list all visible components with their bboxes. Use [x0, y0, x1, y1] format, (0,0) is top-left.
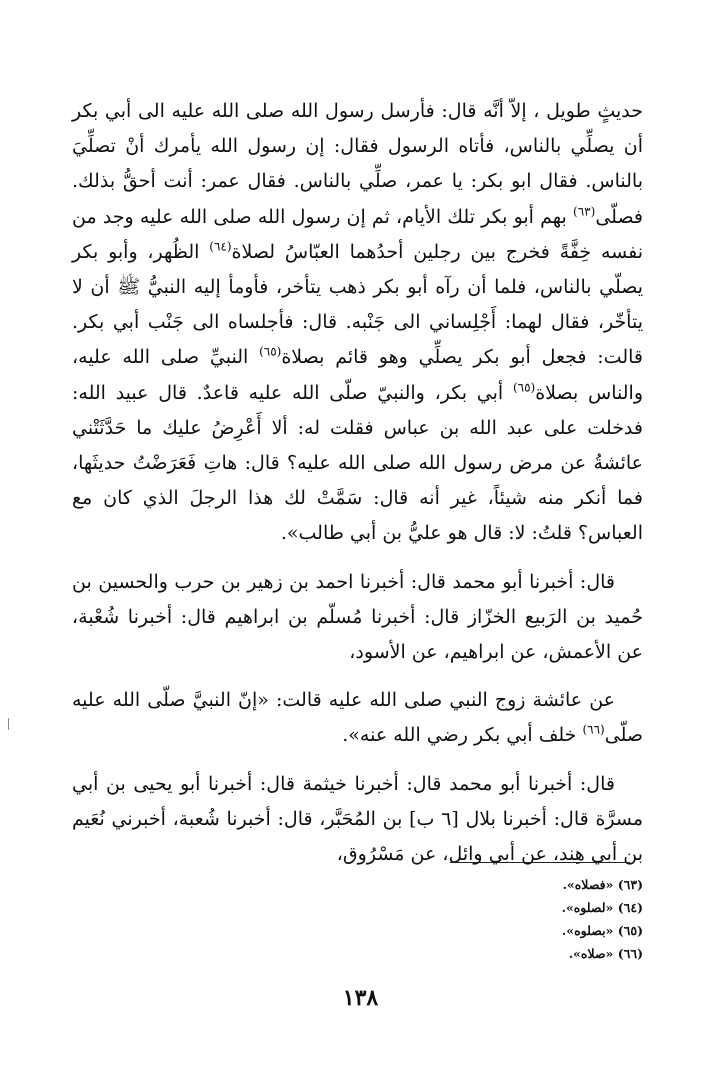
paragraph-1-text-2: بهم أبو بكر تلك الأيام، ثم إن رسول الله صلى الله عليه وجد من نفسه خِفَّةً فخرج بين رجلين أحدُهما العبّاسُ لصلاة	[72, 205, 644, 263]
footnotes	[343, 873, 643, 965]
paragraph-1	[72, 94, 643, 552]
paragraph-3-text-1: عن عائشة زوج النبي صلى الله عليه قالت: «إنّ النبيَّ صلّى الله عليه صلّى	[72, 689, 643, 747]
footnote-64: (٦٤) «لصلوه».	[561, 900, 643, 915]
footnote-66: (٦٦) «صلاه».	[568, 946, 643, 961]
footnote-65: (٦٥) «بصلوه».	[561, 923, 643, 938]
footnote-ref-65a: (٦٥)	[259, 345, 282, 360]
paragraph-1-text-4: النبيِّ صلى الله عليه، والناس بصلاة	[72, 346, 643, 404]
paragraph-2	[72, 565, 643, 671]
paragraph-1-text-1: حديثٍ طويل ، إلاّ أنَّه قال: فأرسل رسول الله صلى الله عليه الى أبي بكر أن يصلِّي بالناس، فأتاه الرسول فقال: إن رسول الله يأمرك أنْ تصلِّيَ بالناس. فقال ابو بكر: يا عمر، صلِّي بالناس. فقال عمر: أنت أحقُّ بذلك. فصلّى	[72, 100, 643, 228]
paragraph-1-text-5: أبي بكر، والنبيّ صلّى الله عليه قاعدٌ. قال عبيد الله: فدخلت على عبد الله بن عباس فقلت له: ألا أَعْرِضُ عليك ما حَدَّثَتْني عائشةُ عن مرض رسول الله صلى الله عليه؟ قال: هاتِ فَعَرَضْتُ حديثَها، فما أنكر منه شيئاً، غير أنه قال: سَمَّتْ لك هذا الرجلَ الذي كان مع العباس؟ قلتُ: لا: قال هو عليُّ بن أبي طالب».	[72, 381, 643, 545]
page-number: ١٣٨	[342, 985, 379, 1011]
footnote-ref-63: (٦٣)	[573, 204, 596, 219]
paragraph-3	[72, 683, 643, 753]
footnote-ref-64: (٦٤)	[209, 239, 232, 254]
paragraph-4-text-1: قال: أخبرنا أبو محمد قال: أخبرنا خيثمة قال: أخبرنا أبو يحيى بن أبي مسرَّة قال: أخبرنا بلال [٦ ب] بن المُحَبَّر، قال: أخبرنا شُعبة، أخبرني نُعَيم بن أبي هِند، عن أبي وائل، عن مَسْرُوق،	[72, 772, 644, 866]
paragraph-2-text-1: قال: أخبرنا أبو محمد قال: أخبرنا احمد بن زهير بن حرب والحسين بن حُميد بن الرَبيع الخزّاز قال: أخبرنا مُسلّم بن ابراهيم قال: أخبرنا شُعْبة، عن الأعمش، عن ابراهيم، عن الأسود،	[72, 570, 643, 664]
paragraph-1-text-3: الظُهر، وأبو بكر يصلّي بالناس، فلما أن رآه أبو بكر ذهب يتأخر، فأومأ إليه النبيُّ ﷺ أن لا يتأخّر، فقال لهما: أَجْلِساني الى جَنْبه. قال: فأجلساه الى جَنْب أبي بكر. قالت: فجعل أبو بكر يصلِّي وهو قائم بصلاة	[72, 240, 643, 369]
footnote-ref-65b: (٦٥)	[512, 380, 536, 395]
paragraph-4	[72, 767, 643, 873]
scan-margin-mark	[8, 718, 9, 730]
footnote-63: (٦٣) «فصلاه».	[562, 877, 643, 892]
footnote-ref-66: (٦٦)	[582, 723, 605, 738]
footnote-divider	[450, 862, 630, 863]
main-text	[72, 94, 643, 872]
paragraph-3-text-2: خلف أبي بكر رضي الله عنه».	[342, 724, 583, 747]
